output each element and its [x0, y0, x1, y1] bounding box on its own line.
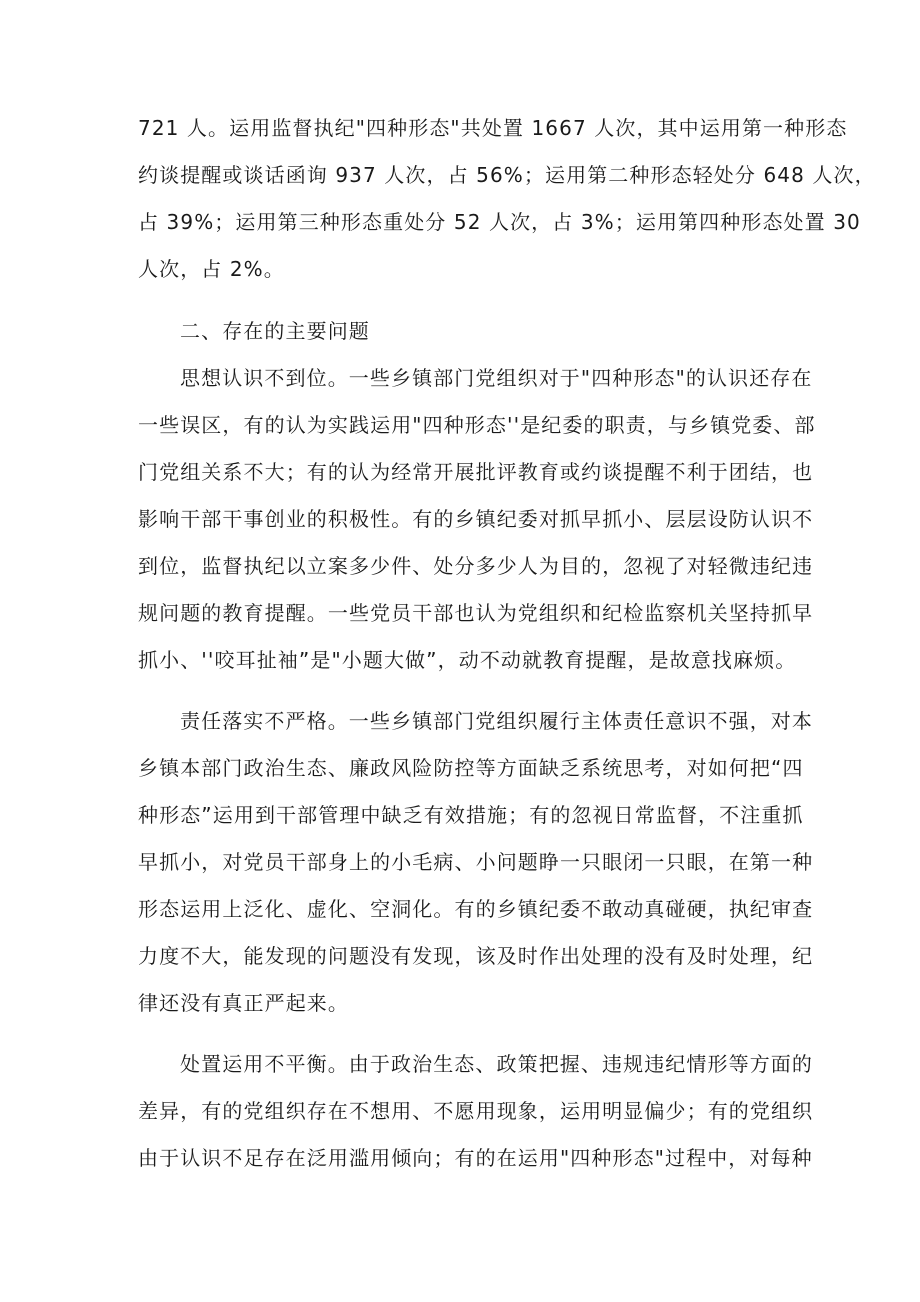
text-line: 影响干部干事创业的积极性。有的乡镇纪委对抓早抓小、层层设防认识不	[138, 507, 814, 531]
text-line: 721 人。运用监督执纪"四种形态"共处置 1667 人次，其中运用第一种形态	[138, 116, 848, 140]
text-line: 由于认识不足存在泛用滥用倾向；有的在运用"四种形态"过程中，对每种	[138, 1146, 813, 1170]
text-line: 早抓小，对党员干部身上的小毛病、小问题睁一只眼闭一只眼，在第一种	[138, 850, 814, 874]
text-line: 种形态”运用到干部管理中缺乏有效措施；有的忽视日常监督，不注重抓	[138, 803, 804, 827]
text-line: 责任落实不严格。一些乡镇部门党组织履行主体责任意识不强，对本	[180, 709, 813, 733]
text-line: 乡镇本部门政治生态、廉政风险防控等方面缺乏系统思考，对如何把“四	[138, 756, 804, 780]
text-line: 力度不大，能发现的问题没有发现，该及时作出处理的没有及时处理，纪	[138, 944, 814, 968]
text-line: 形态运用上泛化、虚化、空洞化。有的乡镇纪委不敢动真碰硬，执纪审查	[138, 897, 814, 921]
text-line: 抓小、''咬耳扯袖”是"小题大做”，动不动就教育提醒，是故意找麻烦。	[138, 648, 797, 672]
text-line: 到位，监督执纪以立案多少件、处分多少人为目的，忽视了对轻微违纪违	[138, 554, 814, 578]
text-line: 律还没有真正严起来。	[138, 991, 349, 1015]
section-heading: 二、存在的主要问题	[180, 319, 370, 343]
text-line: 人次，占 2%。	[138, 257, 285, 281]
text-line: 门党组关系不大；有的认为经常开展批评教育或约谈提醒不利于团结，也	[138, 460, 814, 484]
text-line: 约谈提醒或谈话函询 937 人次，占 56%；运用第二种形态轻处分 648 人次，	[138, 163, 876, 187]
text-line: 差异，有的党组织存在不想用、不愿用现象，运用明显偏少；有的党组织	[138, 1099, 814, 1123]
text-line: 思想认识不到位。一些乡镇部门党组织对于"四种形态"的认识还存在	[180, 366, 813, 390]
text-line: 处置运用不平衡。由于政治生态、政策把握、违规违纪情形等方面的	[180, 1052, 813, 1076]
text-line: 规问题的教育提醒。一些党员干部也认为党组织和纪检监察机关坚持抓早	[138, 601, 814, 625]
text-line: 一些误区，有的认为实践运用"四种形态''是纪委的职责，与乡镇党委、部	[138, 413, 816, 437]
text-line: 占 39%；运用第三种形态重处分 52 人次，占 3%；运用第四种形态处置 30	[138, 210, 861, 234]
